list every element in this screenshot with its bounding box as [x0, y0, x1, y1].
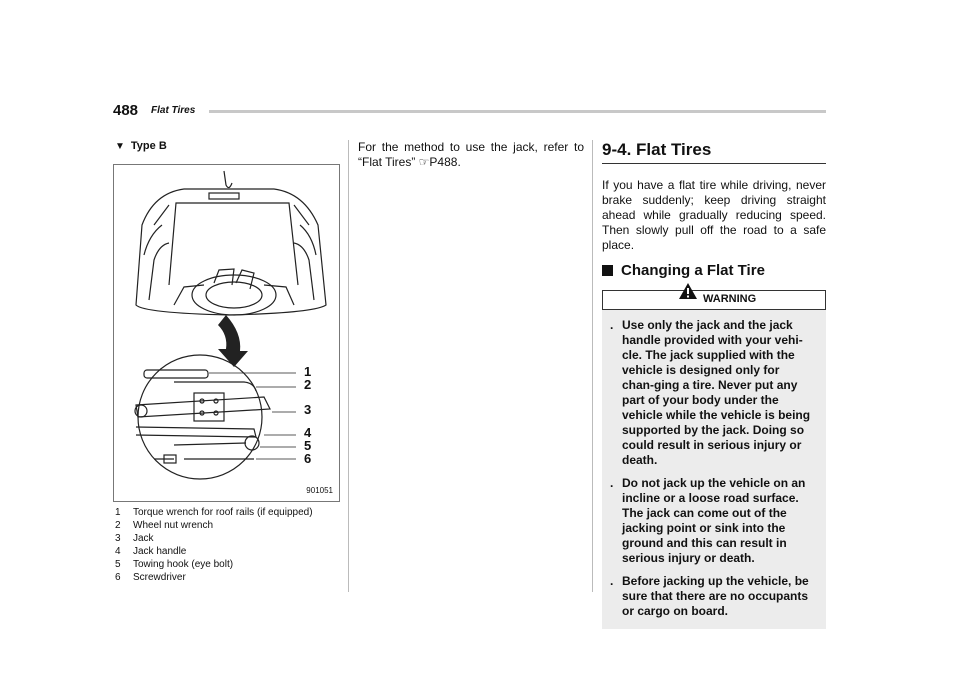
callout-2: 2 — [304, 377, 312, 392]
callout-6: 6 — [304, 451, 312, 466]
left-column — [113, 140, 339, 583]
callout-3: 3 — [304, 402, 312, 417]
callout-1: 1 — [304, 364, 312, 379]
intro-paragraph: If you have a flat tire while driving, never brake suddenly; keep driving straight ahead while gradually reducing speed. Then slowly pull off the road to a safe place. — [602, 178, 826, 252]
warning-item: . Before jacking up the vehicle, be sure that there are no occupants or cargo on board. — [610, 574, 809, 618]
column-divider — [348, 140, 349, 592]
callout-4: 4 — [304, 425, 312, 440]
warning-header — [602, 290, 826, 310]
warning-triangle-icon — [678, 282, 698, 300]
callout-numbers — [304, 365, 311, 465]
page-number: 488 — [113, 102, 139, 119]
parts-list — [115, 506, 313, 584]
subheading: Changing a Flat Tire — [602, 262, 826, 279]
middle-column — [358, 140, 584, 170]
figure-code: 901051 — [306, 486, 333, 495]
running-title: Flat Tires — [151, 105, 196, 116]
column-divider — [592, 140, 593, 592]
list-item: 2 Wheel nut wrench — [115, 520, 214, 531]
right-column — [602, 140, 826, 629]
warning-item: . Use only the jack and the jack handle provided with your vehi-cle. The jack supplied with the vehicle is designed only for chan-ging a tire. Never put any part of your body under the vehicle while the vehicle is being supported by the jack. Doing so could result in serious injury or death. — [610, 318, 811, 467]
list-item: 5 Towing hook (eye bolt) — [115, 559, 234, 570]
list-item: 4 Jack handle — [115, 546, 187, 557]
figure-label: ▼ Type B — [115, 140, 167, 152]
list-item: 6 Screwdriver — [115, 572, 186, 583]
section-title: 9-4. Flat Tires — [602, 140, 826, 164]
page-header — [113, 102, 826, 122]
warning-label: WARNING — [703, 293, 757, 305]
callout-5: 5 — [304, 438, 312, 453]
square-bullet-icon — [602, 265, 613, 276]
header-rule — [209, 110, 826, 113]
jack-reference-text: For the method to use the jack, refer to “Flat Tires” ☞P488. — [358, 140, 584, 169]
triangle-bullet-icon: ▼ — [115, 141, 125, 152]
warning-item: . Do not jack up the vehicle on an incline or a loose road surface. The jack can come out of the jacking point or sink into the ground and this can result in serious injury or death. — [610, 476, 806, 565]
list-item: 3 Jack — [115, 533, 154, 544]
list-item: 1 Torque wrench for roof rails (if equipped) — [115, 507, 313, 518]
tool-kit-figure — [113, 164, 340, 502]
warning-box — [602, 290, 826, 629]
